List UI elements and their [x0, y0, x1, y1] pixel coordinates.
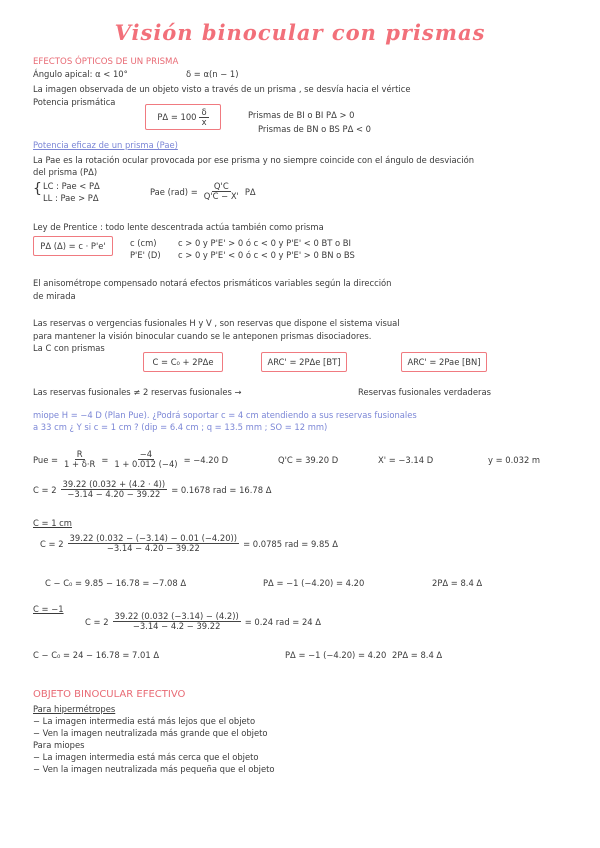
deviation-formula: δ = α(n − 1)	[186, 69, 239, 79]
prism-power-value-2: PΔ = −1 (−4.20) = 4.20	[285, 650, 387, 660]
prism-power-label: Potencia prismática	[33, 97, 116, 107]
case-c-1cm-heading: C = 1 cm	[33, 518, 72, 528]
section-heading-binocular-object: OBJETO BINOCULAR EFECTIVO	[33, 689, 186, 700]
c-minus-c0-2: C − C₀ = 24 − 16.78 = 7.01 Δ	[33, 650, 160, 660]
qc-value: Q'C = 39.20 D	[278, 455, 339, 465]
prism-rule-base-out: Prismas de BN o BS PΔ < 0	[258, 124, 371, 134]
fusional-reserves-text-2: para mantener la visión binocular cuando se le anteponen prismas disociadores.	[33, 331, 372, 341]
cm1-result: = 0.24 rad = 24 Δ	[244, 616, 322, 627]
c1-denominator: −3.14 − 4.20 − 39.22	[106, 543, 200, 553]
prism-description: La imagen observada de un objeto visto a través de un prisma , se desvía hacia el vértice	[33, 84, 411, 94]
prism-power-value-1: PΔ = −1 (−4.20) = 4.20	[263, 578, 365, 588]
c1-calculation	[40, 534, 338, 553]
pue-den-2: 1 + 0.012 (−4)	[114, 459, 178, 469]
power-unit-label: P'E' (D)	[130, 250, 161, 260]
prism-power-formula-box	[145, 104, 221, 130]
cm1-denominator: −3.14 − 4.2 − 39.22	[132, 621, 221, 631]
pue-den-1: 1 + δ·R	[64, 459, 96, 469]
c-unit-label: c (cm)	[130, 238, 157, 248]
formula-rhs: PΔ	[244, 186, 256, 197]
effective-power-description-2: del prisma (PΔ)	[33, 167, 98, 177]
c-minus-c0-1: C − C₀ = 9.85 − 16.78 = −7.08 Δ	[45, 578, 187, 588]
hyperope-note-1: − La imagen intermedia está más lejos que el objeto	[33, 716, 256, 726]
problem-statement-2: a 33 cm ¿ Y si c = 1 cm ? (dip = 6.4 cm ; q = 13.5 mm ; SO = 12 mm)	[33, 422, 328, 432]
convergence-with-prisms: La C con prismas	[33, 343, 105, 353]
brace: {	[33, 181, 42, 197]
fusional-reserves-text-1: Las reservas o vergencias fusionales H y V , son reservas que dispone el sistema visual	[33, 318, 400, 328]
myopes-label: Para miopes	[33, 740, 85, 750]
prentice-case-2: c > 0 y P'E' < 0 ó c < 0 y P'E' > 0 BN o BS	[178, 250, 355, 260]
formula-lhs: Pae (rad) =	[150, 186, 198, 197]
true-reserves-label: Reservas fusionales verdaderas	[358, 387, 491, 397]
power-box-denominator: x	[201, 116, 207, 127]
formula-numerator: Q'C	[213, 181, 229, 191]
double-prism-power-1: 2PΔ = 8.4 Δ	[432, 578, 483, 588]
reserves-statement: Las reservas fusionales ≠ 2 reservas fusionales →	[33, 387, 242, 397]
section-heading-prism-effects: EFECTOS ÓPTICOS DE UN PRISMA	[33, 57, 179, 67]
pue-result: = −4.20 D	[183, 454, 229, 465]
pue-num-2: −4	[139, 449, 153, 459]
anisometrope-text-1: El anisométrope compensado notará efectos prismáticos variables según la dirección	[33, 278, 392, 288]
myope-note-1: − La imagen intermedia está más cerca que el objeto	[33, 752, 259, 762]
arc-bn-formula-box: ARC' = 2Pae [BN]	[401, 352, 487, 372]
myope-note-2: − Ven la imagen neutralizada más pequeña que el objeto	[33, 764, 275, 774]
problem-statement-1: miope H = −4 D (Plan Pue). ¿Podrá soportar c = 4 cm atendiendo a sus reservas fusionales	[33, 410, 417, 420]
c1-result: = 0.0785 rad = 9.85 Δ	[243, 538, 338, 549]
spectacle-lens-rule: LL : Pae > PΔ	[43, 193, 99, 203]
effective-power-formula	[150, 182, 256, 201]
formula-denominator: Q'C − X'	[203, 191, 239, 201]
c1-numerator: 39.22 (0.032 − (−3.14) − 0.01 (−4.20))	[69, 533, 238, 543]
power-box-lhs: PΔ = 100	[157, 112, 197, 122]
cm1-lhs: C = 2	[85, 616, 109, 627]
c-calculation	[33, 480, 271, 499]
power-box-numerator: δ	[201, 106, 207, 117]
apical-angle-text: Ángulo apical: α < 10°	[33, 69, 128, 79]
y-value: y = 0.032 m	[488, 455, 541, 465]
prism-rule-base-in: Prismas de BI o BI PΔ > 0	[248, 110, 355, 120]
equals-sign: =	[101, 454, 109, 465]
pue-calculation	[33, 450, 228, 469]
prentice-formula-box: PΔ (Δ) = c · P'e'	[33, 236, 113, 256]
c-lhs: C = 2	[33, 484, 57, 495]
hyperope-note-2: − Ven la imagen neutralizada más grande que el objeto	[33, 728, 268, 738]
c-result: = 0.1678 rad = 16.78 Δ	[171, 484, 272, 495]
pue-lhs: Pue =	[33, 454, 59, 465]
hyperopes-label: Para hipermétropes	[33, 704, 116, 714]
section-heading-effective-power: Potencia eficaz de un prisma (Pae)	[33, 140, 178, 150]
cm1-numerator: 39.22 (0.032 (−3.14) − (4.2))	[114, 611, 239, 621]
page-title: Visión binocular con prismas	[114, 20, 486, 45]
c-denominator: −3.14 − 4.20 − 39.22	[67, 489, 161, 499]
prentice-case-1: c > 0 y P'E' > 0 ó c < 0 y P'E' < 0 BT o BI	[178, 238, 351, 248]
x-prime-value: X' = −3.14 D	[378, 455, 434, 465]
prentice-law: Ley de Prentice : todo lente descentrada actúa también como prisma	[33, 222, 324, 232]
anisometrope-text-2: de mirada	[33, 291, 76, 301]
cm1-calculation	[85, 612, 321, 631]
contact-lens-rule: LC : Pae < PΔ	[43, 181, 100, 191]
convergence-formula-box: C = C₀ + 2PΔe	[143, 352, 223, 372]
c1-lhs: C = 2	[40, 538, 64, 549]
double-prism-power-2: 2PΔ = 8.4 Δ	[392, 650, 443, 660]
pue-num-1: R	[76, 449, 83, 459]
case-c-minus1-heading: C = −1	[33, 604, 64, 614]
c-numerator: 39.22 (0.032 + (4.2 · 4))	[62, 479, 166, 489]
arc-bt-formula-box: ARC' = 2PΔe [BT]	[261, 352, 347, 372]
effective-power-description-1: La Pae es la rotación ocular provocada por ese prisma y no siempre coincide con el ángulo de desviación	[33, 155, 474, 165]
